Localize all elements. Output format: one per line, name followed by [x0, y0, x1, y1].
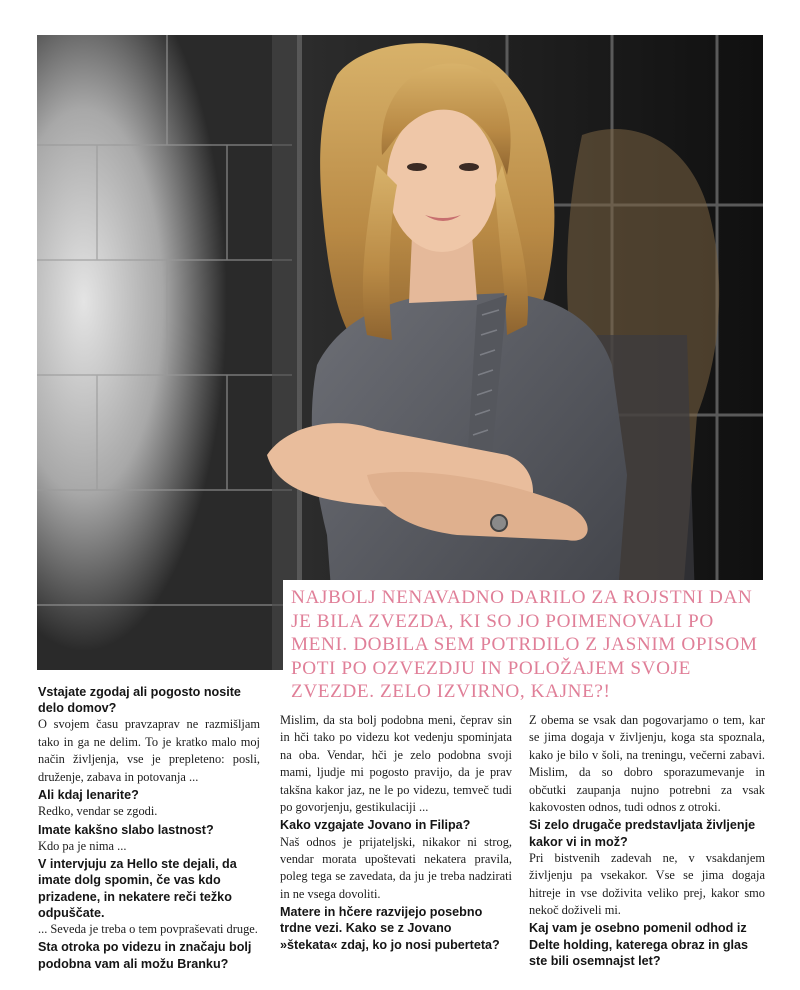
answer-text: O svojem času pravzaprav ne razmišljam tako in ga ne delim. To je kratko malo moj način življenja, vse je prepleteno: posli, druženje, zabava in potovanja ... [38, 717, 260, 784]
answer-text: Redko, vendar se zgodi. [38, 804, 158, 819]
question-heading: Imate kakšno slabo lastnost? [38, 822, 214, 837]
pull-quote: NAJBOLJ NENAVADNO DARILO ZA ROJSTNI DAN JE BILA ZVEZDA, KI SO JO POIMENOVALI PO MENI. DOBILA SEM POTRDILO Z JASNIM OPISOM POTI PO OZVEZDJU IN POLOŽAJEM SVOJE ZVEZDE. ZELO IZVIRNO, KAJNE?! [283, 580, 765, 698]
question-heading: Kako vzgajate Jovano in Filipa? [280, 818, 471, 833]
question-heading: Ali kdaj lenarite? [38, 788, 139, 803]
answer-text: ... Seveda je treba o tem povpraševati druge. [38, 922, 258, 937]
portrait-photo [37, 35, 763, 670]
text-column-1 [38, 684, 260, 972]
question-heading: Matere in hčere razvijejo posebno trdne vezi. Kako se z Jovano »štekata« zdaj, ko jo nosi puberteta? [280, 905, 500, 952]
answer-text: Kdo pa je nima ... [38, 838, 127, 853]
question-heading: Kaj vam je osebno pomenil odhod iz Delte holding, katerega obraz in glas ste bili osemnajst let? [529, 921, 749, 968]
answer-text: Mislim, da sta bolj podobna meni, čeprav sin in hči tako po videzu kot vedenju spominjata na oba. Vendar, hči je zelo podobna svoji mami, ljudje mi pogosto pravijo, da je prav takšna kakor jaz, ne le po videzu, temveč tudi po govorjenju, gestikulaciji ... [280, 713, 512, 815]
question-heading: V intervjuju za Hello ste dejali, da imate dolg spomin, če vas kdo prizadene, in nekatere reči težko odpuščate. [38, 857, 237, 920]
answer-text: Z obema se vsak dan pogovarjamo o tem, kar se jima dogaja v življenju, koga sta spoznala, kako je bilo v šoli, na treningu, večerni zabavi. Mislim, da so dobro sporazumevanje in občutki zaupanja nujno potrebni za vsak kakovosten odnos, tudi odnos z otroki. [529, 713, 765, 815]
text-column-2 [280, 712, 512, 953]
question-heading: Si zelo drugače predstavljata življenje kakor vi in mož? [529, 818, 756, 849]
question-heading: Sta otroka po videzu in značaju bolj podobna vam ali možu Branku? [38, 940, 252, 971]
answer-text: Naš odnos je prijateljski, nikakor ni strog, vendar morata upoštevati nekatera pravila, poleg tega se zavedata, da ju je treba nadzirati in ne vsega dovoliti. [280, 834, 512, 901]
portrait-illustration [37, 35, 763, 670]
text-column-3 [529, 712, 765, 969]
answer-text: Pri bistvenih zadevah ne, v vsakdanjem življenju pa vsekakor. Vse se jima dogaja hitreje in vse doživita veliko prej, kakor smo nekoč doživeli mi. [529, 850, 765, 918]
question-heading: Vstajate zgodaj ali pogosto nosite delo domov? [38, 685, 241, 716]
